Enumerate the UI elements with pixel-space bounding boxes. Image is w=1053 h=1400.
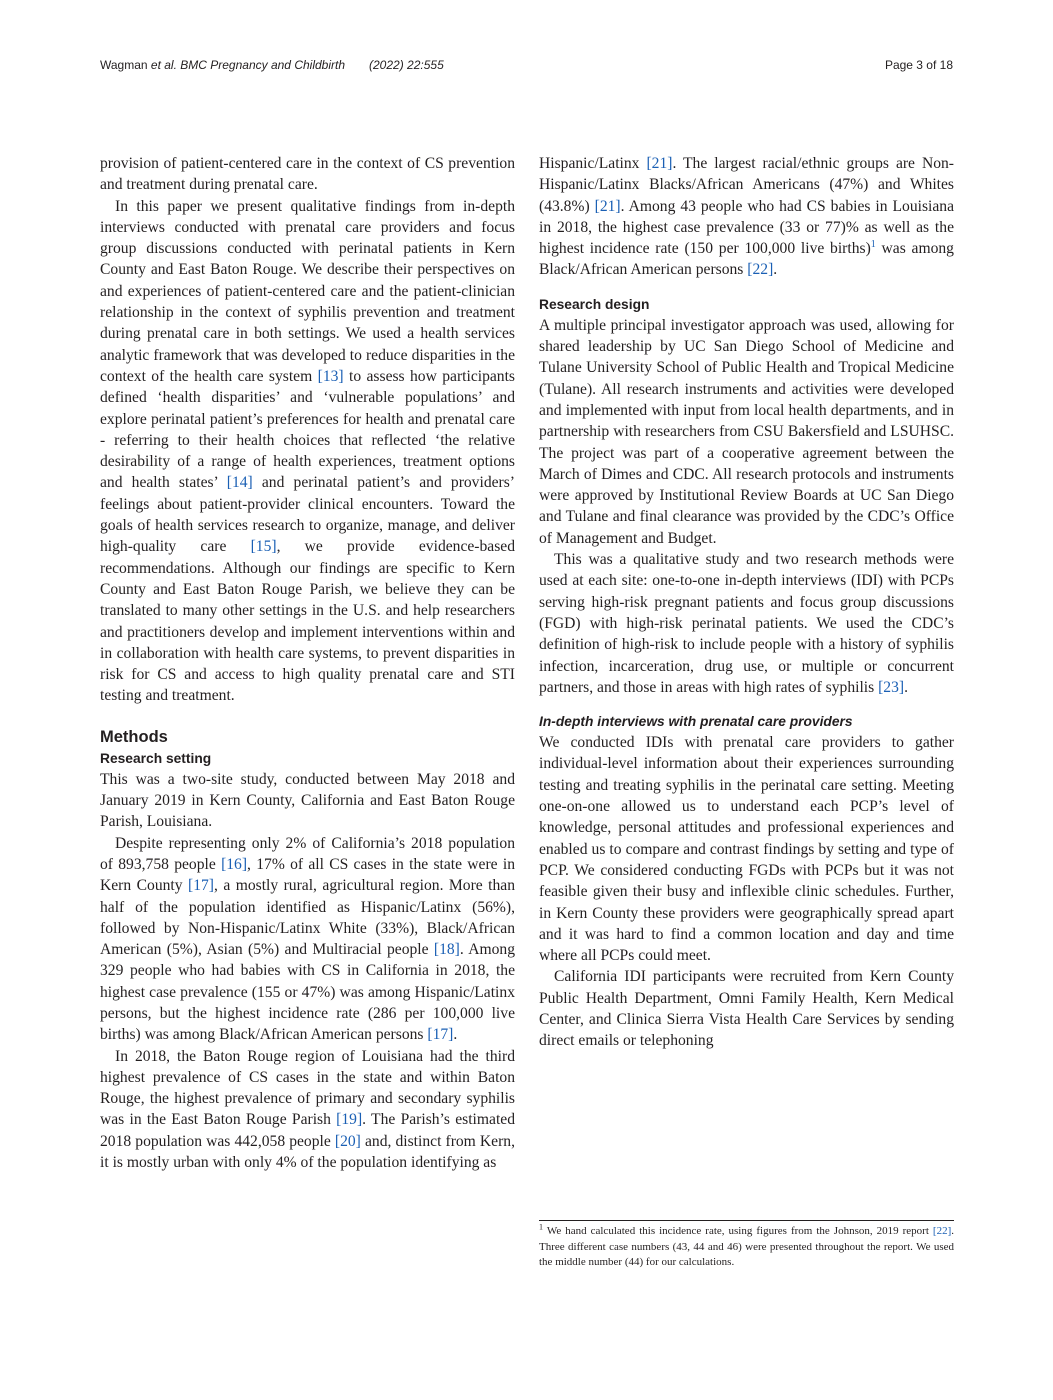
footnote-rule [539,1220,954,1221]
paragraph: provision of patient-centered care in the context of CS prevention and treatment during prenatal care. [100,155,515,194]
left-column [100,153,515,1173]
paragraph: In 2018, the Baton Rouge region of Louisiana had the third highest prevalence of CS cases in the state and within Baton Rouge, the highest prevalence of primary and secondary syphilis was in the East Baton Rouge Parish [19]. The Parish’s estimated 2018 population was 442,058 people [20] and, distinct from Kern, it is mostly urban with only 4% of the population identifying as [100,1047,515,1172]
header-year: (2022) 22:555 [369,58,444,72]
citation-link[interactable]: [22] [932,1225,952,1237]
right-column [539,153,954,1052]
citation-link[interactable]: [21] [646,155,673,172]
research-setting-heading: Research setting [100,750,212,766]
paragraph: We conducted IDIs with prenatal care providers to gather individual-level information about their experiences surrounding testing and treating syphilis in the perinatal care setting. Meeting one-on-one allowed us to understand each PCP’s level of knowledge, personal attitudes and professional experiences and enabled us to compare and contrast findings by setting and type of PCP. We considered conducting FGDs with PCPs but it was not feasible given their busy and inflexible clinic schedules. Further, in Kern County these providers were geographically spread apart and it was hard to find a common location and day and time where all PCPs could meet. [539,734,954,965]
header-authors: Wagman [100,58,151,72]
citation-link[interactable]: [20] [334,1132,361,1150]
paragraph: A multiple principal investigator approach was used, allowing for shared leadership by UC San Diego School of Medicine and Tulane University School of Public Health and Tropical Medicine (Tulane). All research instruments and activities were developed and implemented with input from local health departments, and in partnership with researchers from CSU Bakersfield and LSUHSC. The project was part of a cooperative agreement between the March of Dimes and CDC. All research protocols and instruments were approved by Institutional Review Boards at UC San Diego and Tulane and final clearance was provided by the CDC’s Office of Management and Budget. [539,316,954,547]
running-header [100,58,953,74]
paragraph: California IDI participants were recruited from Kern County Public Health Department, Omni Family Health, Kern Medical Center, and Clinica Sierra Vista Health Care Services by sending direct emails or telephoning [539,968,954,1050]
paragraph: In this paper we present qualitative findings from in-depth interviews conducted with prenatal care providers and focus group discussions conducted with perinatal patients in Kern County and East Baton Rouge. We describe their perspectives on and experiences of patient-centered care and the patient-clinician relationship in the context of syphilis prevention and treatment during prenatal care in both settings. We used a health services analytic framework that was developed to reduce disparities in the context of the health care system [13] to assess how participants defined ‘health disparities’ and ‘vulnerable populations’ and explore perinatal patient’s preferences for health and prenatal care - referring to their health choices that reflected ‘the relative desirability of a range of health experiences, treatment options and health states’ [14] and perinatal patient’s and providers’ feelings about patient-provider clinical encounters. Toward the goals of health services research to organize, manage, and deliver high-quality care [15], we provide evidence-based recommendations. Although our findings are specific to Kern County and East Baton Rouge Parish, we believe they can be translated to many other settings in the U.S. and help researchers and practitioners develop and implement interventions within and in collaboration with health care systems, to prevent disparities in risk for CS and access to high quality prenatal care and STI testing and treatment. [100,197,515,705]
paragraph: Hispanic/Latinx [21]. The largest racial/ethnic groups are Non-Hispanic/Latinx Blacks/African Americans (47%) and Whites (43.8%) [21]. Among 43 people who had CS babies in Louisiana in 2018, the highest case prevalence (33 or 77)% as well as the highest incidence rate (150 per 100,000 live births)$^1$ was among Black/African American persons [22]. [539,155,955,279]
footnote-marker[interactable]: 1 [870,239,876,250]
methods-heading: Methods [100,727,168,746]
citation-link[interactable]: [19] [336,1111,363,1129]
citation-link[interactable]: [14] [226,474,253,492]
citation-link[interactable]: [18] [433,941,460,959]
paragraph: This was a two-site study, conducted between May 2018 and January 2019 in Kern County, California and East Baton Rouge Parish, Louisiana. [100,770,515,831]
citation-link[interactable]: [17] [427,1026,454,1044]
idi-heading: In-depth interviews with prenatal care providers [539,714,853,730]
footnote-number: 1 [539,1222,543,1232]
research-design-heading: Research design [539,296,650,312]
citation-link[interactable]: [22] [747,261,774,279]
citation-link[interactable]: [17] [188,877,214,895]
footnote: $^1$ We hand calculated this incidence rate, using figures from the Johnson, 2019 report [22]. Three different case numbers (43, 44 and 46) were presented throughout the report. We used the middle number (44) for our calculations. [539,1220,954,1271]
citation-link[interactable]: [15] [250,538,277,556]
citation-link[interactable]: [16] [221,855,248,873]
paragraph: This was a qualitative study and two research methods were used at each site: one-to-one in-depth interviews (IDI) with PCPs serving high-risk pregnant patients and focus group discussions (FGD) with high-risk perinatal patients. We used the CDC’s definition of high-risk to include people with a history of syphilis infection, incarceration, drug use, or multiple or concurrent partners, and those in areas with high rates of syphilis [23]. [539,551,954,696]
header-journal: et al. BMC Pregnancy and Childbirth [150,58,346,72]
paragraph: Despite representing only 2% of California’s 2018 population of 893,758 people [16], 17% of all CS cases in the state were in Kern County [17], a mostly rural, agricultural region. More than half of the population identified as Hispanic/Latinx (56%), followed by Non-Hispanic/Latinx White (33%), Black/African American (5%), Asian (5%) and Multiracial people [18]. Among 329 people who had babies with CS in California in 2018, the highest case prevalence (155 or 47%) was among Hispanic/Latinx persons, but the highest incidence rate (286 per 100,000 live births) was among Black/African American persons [17]. [100,834,516,1044]
citation-link[interactable]: [21] [594,197,621,215]
citation-link[interactable]: [13] [317,367,344,385]
page-number: Page 3 of 18 [884,58,953,72]
journal-citation [100,58,444,72]
citation-link[interactable]: [23] [878,678,905,696]
